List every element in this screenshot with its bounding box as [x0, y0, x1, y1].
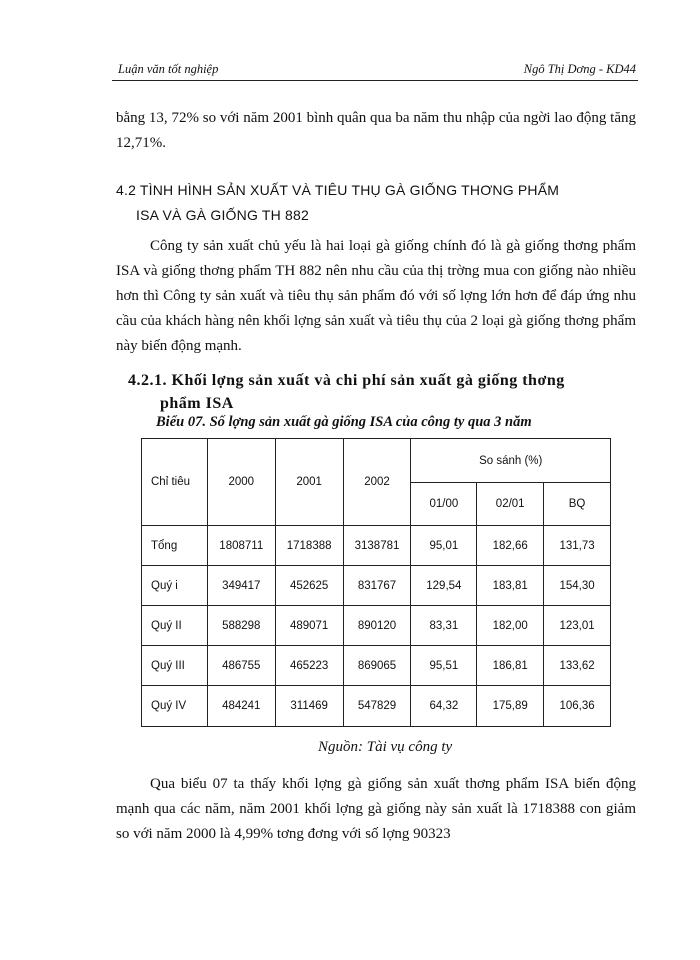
table-row	[142, 606, 611, 646]
cell-2000: 484241	[207, 686, 275, 727]
table-row	[142, 646, 611, 686]
cell-0201: 186,81	[477, 646, 544, 686]
cell-0100: 129,54	[411, 566, 477, 606]
cell-bq: 133,62	[544, 646, 611, 686]
row-label: Quý IV	[142, 686, 208, 727]
cell-2002: 831767	[343, 566, 411, 606]
cell-2001: 489071	[275, 606, 343, 646]
header-thesis-title: Luận văn tốt nghiệp	[118, 62, 219, 76]
cell-2000: 1808711	[207, 526, 275, 566]
subsection-heading-line2: phẩm ISA	[160, 395, 234, 412]
cell-0201: 182,00	[477, 606, 544, 646]
header-indicator: Chỉ tiêu	[142, 439, 208, 526]
header-author: Ngô Thị Dơng - KD44	[523, 62, 636, 76]
table-row	[142, 566, 611, 606]
cell-0100: 95,01	[411, 526, 477, 566]
header-compare: So sánh (%)	[411, 439, 611, 483]
header-2002: 2002	[343, 439, 411, 526]
cell-0100: 95,51	[411, 646, 477, 686]
row-label: Quý i	[142, 566, 208, 606]
isa-production-table	[141, 438, 611, 727]
subsection-heading	[128, 369, 638, 415]
header-2001: 2001	[275, 439, 343, 526]
section-heading	[116, 178, 646, 228]
cell-0201: 182,66	[477, 526, 544, 566]
header-0100: 01/00	[411, 483, 477, 526]
table-caption: Biểu 07. Số lợng sản xuất gà giống ISA của công ty qua 3 năm	[156, 414, 532, 430]
header-2000: 2000	[207, 439, 275, 526]
cell-2000: 588298	[207, 606, 275, 646]
paragraph-income: bằng 13, 72% so với năm 2001 bình quân qua ba năm thu nhập của ngời lao động tăng 12,71%.	[116, 110, 636, 151]
cell-2000: 349417	[207, 566, 275, 606]
cell-2000: 486755	[207, 646, 275, 686]
header-divider	[112, 80, 638, 81]
cell-bq: 106,36	[544, 686, 611, 727]
cell-2002: 547829	[343, 686, 411, 727]
header-bq: BQ	[544, 483, 611, 526]
cell-2002: 869065	[343, 646, 411, 686]
table-row	[142, 526, 611, 566]
table-source: Nguồn: Tài vụ công ty	[318, 739, 453, 755]
row-label: Tổng	[142, 526, 208, 566]
paragraph-analysis: Qua biểu 07 ta thấy khối lợng gà giống sản xuất thơng phẩm ISA biến động mạnh qua các năm, năm 2001 khối lợng gà giống này sản xuất là 1718388 con giảm so với năm 2000 là 4,99% tơng đơng với số lợng 90323	[116, 776, 636, 842]
cell-2001: 465223	[275, 646, 343, 686]
section-heading-line1: 4.2 TÌNH HÌNH SẢN XUẤT VÀ TIÊU THỤ GÀ GIỐNG THƠNG PHẨM	[116, 182, 560, 198]
cell-2001: 1718388	[275, 526, 343, 566]
subsection-heading-line1: 4.2.1. Khối lợng sản xuất và chi phí sản xuất gà giống thơng	[128, 372, 565, 389]
cell-2002: 3138781	[343, 526, 411, 566]
cell-0100: 83,31	[411, 606, 477, 646]
cell-bq: 131,73	[544, 526, 611, 566]
table-row	[142, 686, 611, 727]
cell-2001: 452625	[275, 566, 343, 606]
row-label: Quý III	[142, 646, 208, 686]
cell-bq: 123,01	[544, 606, 611, 646]
paragraph-production-overview: Công ty sản xuất chủ yếu là hai loại gà giống chính đó là gà giống thơng phẩm ISA và giống thơng phẩm TH 882 nên nhu cầu của thị trờng mua con giống nào nhiều hơn thì Công ty sản xuất và tiêu thụ sản phẩm đó với số lợng lớn hơn để đáp ứng nhu cầu của khách hàng nên khối lợng sản xuất và tiêu thụ của 2 loại gà giống thơng phẩm này biến động mạnh.	[116, 238, 636, 354]
row-label: Quý II	[142, 606, 208, 646]
header-0201: 02/01	[477, 483, 544, 526]
cell-0100: 64,32	[411, 686, 477, 727]
cell-bq: 154,30	[544, 566, 611, 606]
cell-2002: 890120	[343, 606, 411, 646]
cell-0201: 183,81	[477, 566, 544, 606]
cell-2001: 311469	[275, 686, 343, 727]
section-heading-line2: ISA VÀ GÀ GIỐNG TH 882	[136, 207, 309, 223]
cell-0201: 175,89	[477, 686, 544, 727]
